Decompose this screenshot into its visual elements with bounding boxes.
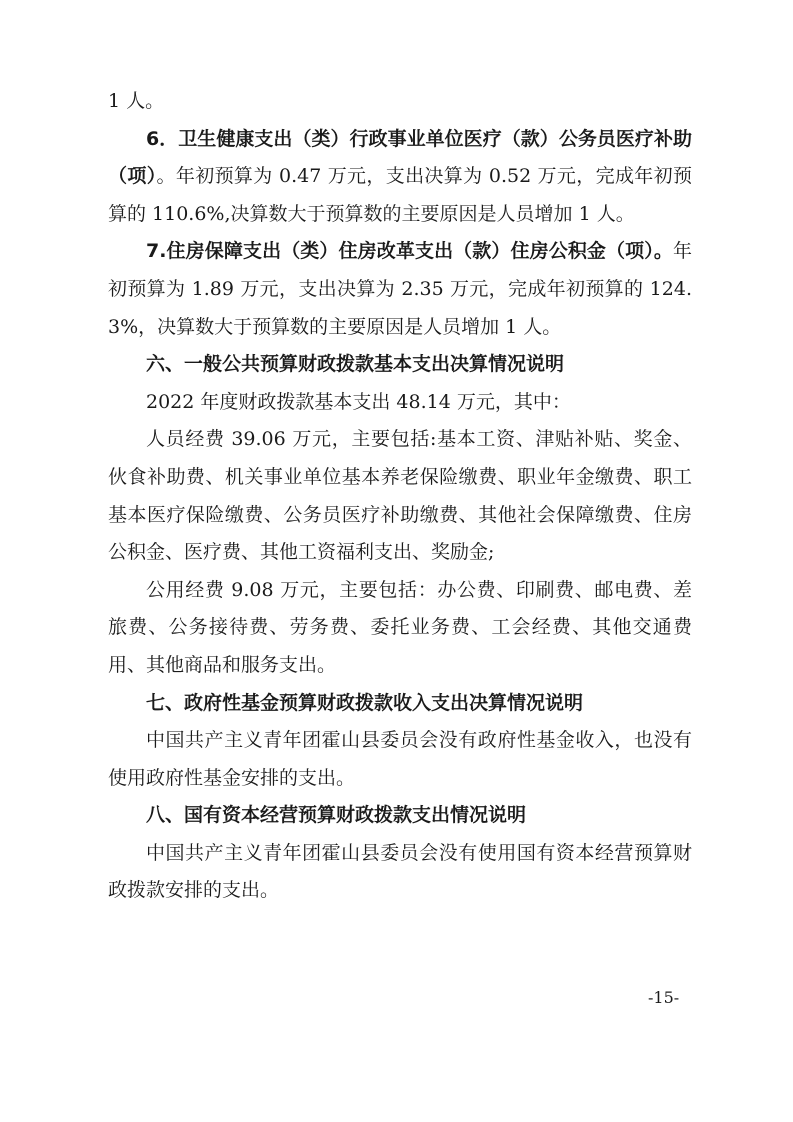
item-6-lead: 6．卫生健康支出（类）行政事业单位医疗（款）公务员医疗补助（项）: [108, 127, 692, 188]
paragraph-state-capital: [108, 835, 692, 910]
paragraph-government-fund: [108, 722, 692, 797]
paragraph-text: 2022 年度财政拨款基本支出 48.14 万元，其中：: [146, 390, 571, 413]
paragraph-basic-expenditure: [108, 384, 692, 422]
page-number: -15-: [648, 988, 680, 1007]
paragraph-text: 公用经费 9.08 万元，主要包括：办公费、印刷费、邮电费、差旅费、公务接待费、劳务费、委托业务费、工会经费、其他交通费用、其他商品和服务支出。: [108, 578, 692, 676]
paragraph-public-expenses: [108, 572, 692, 685]
paragraph-text: 中国共产主义青年团霍山县委员会没有使用国有资本经营预算财政拨款安排的支出。: [108, 841, 692, 902]
paragraph-text: 1 人。: [108, 90, 165, 112]
paragraph-text: 中国共产主义青年团霍山县委员会没有政府性基金收入，也没有使用政府性基金安排的支出。: [108, 729, 692, 789]
section-heading-7: 七、政府性基金预算财政拨款收入支出决算情况说明: [146, 691, 584, 714]
item-7-lead: 7.住房保障支出（类）住房改革支出（款）住房公积金（项）。: [146, 240, 673, 263]
document-page: [108, 83, 692, 910]
paragraph-item-7: [108, 233, 692, 346]
section-heading-8: 八、国有资本经营预算财政拨款支出情况说明: [146, 804, 527, 827]
paragraph-item-6: [108, 121, 692, 234]
item-7-body: 年初预算为 1.89 万元，支出决算为 2.35 万元，完成年初预算的 124.3%，决算数大于预算数的主要原因是人员增加 1 人。: [108, 240, 692, 338]
item-6-body: 。年初预算为 0.47 万元，支出决算为 0.52 万元，完成年初预算的 110.6%,决算数大于预算数的主要原因是人员增加 1 人。: [108, 165, 692, 225]
section-heading-6: 六、一般公共预算财政拨款基本支出决算情况说明: [146, 353, 565, 376]
paragraph-text: 人员经费 39.06 万元，主要包括:基本工资、津贴补贴、奖金、伙食补助费、机关事业单位基本养老保险缴费、职业年金缴费、职工基本医疗保险缴费、公务员医疗补助缴费、其他社会保障缴费、住房公积金、医疗费、其他工资福利支出、奖励金;: [108, 428, 692, 564]
paragraph-personnel-expenses: [108, 421, 692, 571]
paragraph-continuation: [108, 83, 692, 121]
